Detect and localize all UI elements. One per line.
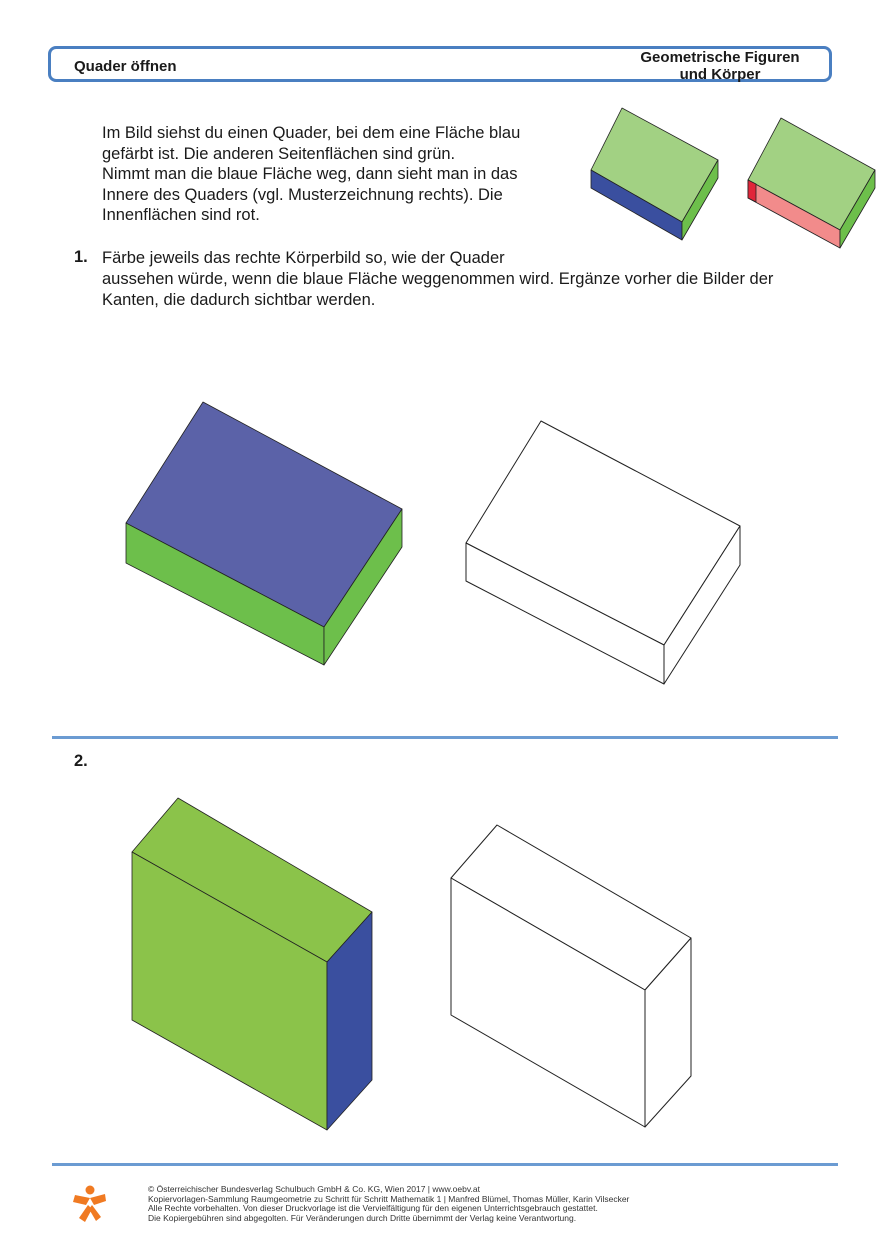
sample-cuboid-closed — [591, 108, 718, 240]
intro-line: Im Bild siehst du einen Quader, bei dem eine Fläche blau — [102, 124, 521, 142]
task-1-line: Färbe jeweils das rechte Körperbild so, wie der Quader — [102, 249, 505, 267]
task-1-number: 1. — [74, 248, 88, 266]
task-1-line: Kanten, die dadurch sichtbar werden. — [102, 291, 376, 309]
footer-line: Alle Rechte vorbehalten. Von dieser Druckvorlage ist die Vervielfältigung für den eigenen Unterrichtsgebrauch gestattet. — [148, 1203, 598, 1214]
footer-line: © Österreichischer Bundesverlag Schulbuch GmbH & Co. KG, Wien 2017 | www.oebv.at — [148, 1184, 480, 1194]
footer-divider — [52, 1163, 838, 1166]
page-title: Quader öffnen — [74, 58, 177, 75]
asterisk-logo-icon — [73, 1186, 106, 1223]
category-line-2: und Körper — [679, 66, 761, 83]
footer-line: Kopiervorlagen-Sammlung Raumgeometrie zu Schritt für Schritt Mathematik 1 | Manfred Blümel, Thomas Müller, Karin Vilsecker — [148, 1193, 630, 1204]
intro-line: Innenflächen sind rot. — [102, 206, 260, 224]
sample-cuboid-open — [748, 118, 875, 248]
task-2-blank-cuboid — [451, 825, 691, 1127]
task-2-number: 2. — [74, 752, 88, 770]
sample-inner-left-face — [748, 180, 756, 202]
footer-copyright — [148, 1185, 848, 1223]
intro-line: gefärbt ist. Die anderen Seitenflächen sind grün. — [102, 144, 456, 163]
intro-line: Nimmt man die blaue Fläche weg, dann sieht man in das — [102, 165, 518, 183]
task-1-blank-cuboid — [466, 421, 740, 684]
publisher-logo — [70, 1184, 110, 1224]
task-1-colored-cuboid — [126, 402, 402, 665]
task-2-colored-cuboid — [132, 798, 372, 1130]
task-1-line: aussehen würde, wenn die blaue Fläche weggenommen wird. Ergänze vorher die Bilder der — [102, 270, 774, 288]
intro-line: Innere des Quaders (vgl. Musterzeichnung rechts). Die — [102, 185, 503, 204]
footer-line: Die Kopiergebühren sind abgegolten. Für Veränderungen durch Dritte übernimmt der Verlag keine Verantwortung. — [148, 1212, 577, 1223]
category-line-1: Geometrische Figuren — [640, 49, 800, 66]
